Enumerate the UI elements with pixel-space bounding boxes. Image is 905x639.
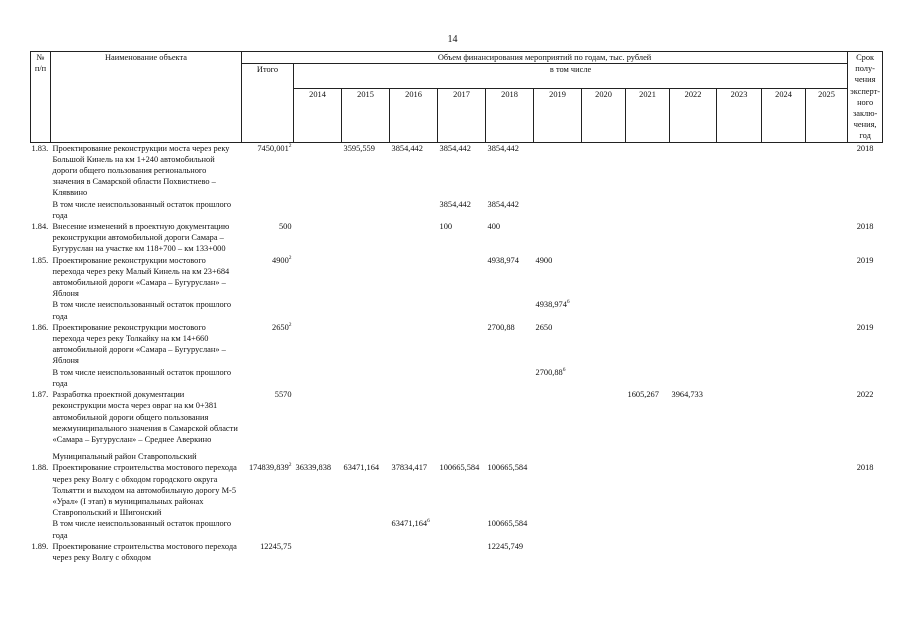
- year-value-2021: [626, 541, 670, 563]
- year-value-2024: [762, 221, 806, 255]
- header-year: 2022: [670, 88, 717, 142]
- footnote-mark: 2: [288, 462, 292, 469]
- year-value-2016: [390, 221, 438, 255]
- year-value-2014: [294, 199, 342, 221]
- year-value-2014: [294, 142, 342, 199]
- year-value-2018-text: 2700,88: [487, 322, 515, 332]
- year-value-2018-text: 3854,442: [487, 199, 519, 209]
- year-value-2022: [670, 541, 717, 563]
- year-value-2017: [438, 451, 486, 462]
- year-value-2024: [762, 541, 806, 563]
- header-year: 2016: [390, 88, 438, 142]
- year-value-2022: [670, 518, 717, 540]
- table-body: [31, 142, 883, 563]
- year-value-2020: [582, 255, 626, 300]
- row-number: [31, 299, 51, 321]
- total-value: [242, 255, 294, 300]
- table-row: [31, 541, 883, 563]
- object-name: [51, 299, 242, 321]
- object-name-text: Внесение изменений в проектную документацию реконструкции автомобильной дороги Самара – Бугуруслан на участке км 118+700 – км 133+000: [52, 222, 230, 254]
- term-year-text: 2018: [856, 143, 874, 153]
- object-name-text: В том числе неиспользованный остаток прошлого года: [52, 199, 232, 220]
- year-value-2019-text: 2650: [535, 322, 553, 332]
- row-number: [31, 462, 51, 518]
- year-value-2018: [486, 299, 534, 321]
- year-value-2023: [717, 322, 762, 367]
- year-value-2017-text: 100665,584: [439, 463, 480, 473]
- term-year: [848, 451, 883, 462]
- year-value-2019: [534, 389, 582, 445]
- year-value-2018: [486, 367, 534, 389]
- year-value-2022: [670, 451, 717, 462]
- header-total: Итого: [242, 64, 294, 142]
- year-value-2014: [294, 541, 342, 563]
- year-value-2025: [806, 451, 848, 462]
- year-value-2016: [390, 518, 438, 540]
- header-year: 2021: [626, 88, 670, 142]
- year-value-2017: [438, 322, 486, 367]
- object-name-text: Проектирование строительства мостового перехода через реку Волгу с обходом: [52, 541, 237, 562]
- row-number: [31, 322, 51, 367]
- year-value-2022: [670, 142, 717, 199]
- year-value-2019: [534, 221, 582, 255]
- total-value: [242, 142, 294, 199]
- row-number: [31, 518, 51, 540]
- row-number: [31, 221, 51, 255]
- year-value-2020: [582, 299, 626, 321]
- object-name-text: Разработка проектной документации реконструкции моста через овраг на км 0+381 автомобильной дороги общего пользования межмуниципального значения в Самарской области «Самара – Бугуруслан» – Среднее Аверкино: [52, 390, 238, 444]
- row-number: [31, 367, 51, 389]
- year-value-2014: [294, 518, 342, 540]
- total-value: [242, 389, 294, 445]
- page-number: 14: [447, 34, 458, 45]
- row-number-text: 1.86.: [31, 322, 49, 332]
- year-value-2018: [486, 518, 534, 540]
- total-value: [242, 541, 294, 563]
- table-row: [31, 322, 883, 367]
- row-number: [31, 389, 51, 445]
- year-value-2023: [717, 142, 762, 199]
- year-value-2016: [390, 322, 438, 367]
- year-value-2020: [582, 221, 626, 255]
- year-value-2019: [534, 367, 582, 389]
- year-value-2024: [762, 462, 806, 518]
- year-value-2025: [806, 255, 848, 300]
- year-value-2022: [670, 299, 717, 321]
- year-value-2016-text: 3854,442: [391, 143, 423, 153]
- year-value-2024: [762, 518, 806, 540]
- footnote-mark: 6: [562, 366, 566, 373]
- year-value-2019: [534, 142, 582, 199]
- year-value-2018: [486, 462, 534, 518]
- total-value: [242, 322, 294, 367]
- object-name-text: Проектирование реконструкции мостового перехода через реку Малый Кинель на км 23+684 автомобильной дороги «Самара – Бугуруслан» – Яблоня: [52, 255, 230, 299]
- object-name: [51, 389, 242, 445]
- year-value-2025: [806, 199, 848, 221]
- year-value-2018: [486, 221, 534, 255]
- year-value-2021: [626, 199, 670, 221]
- object-name: [51, 541, 242, 563]
- term-year: [848, 255, 883, 300]
- year-value-2014: [294, 367, 342, 389]
- year-value-2022: [670, 221, 717, 255]
- object-name-text: Проектирование реконструкции моста через реку Большой Кинель на км 1+240 автомобильной дороги общего пользования регионального значения в Самарской области Похвистнево – Кляввино: [52, 143, 230, 198]
- total-value-text: 174839,839: [248, 463, 289, 473]
- table-row: [31, 518, 883, 540]
- year-value-2020: [582, 142, 626, 199]
- year-value-2017: [438, 199, 486, 221]
- total-value-text: 2650: [272, 322, 289, 332]
- year-value-2018-text: 12245,749: [487, 541, 524, 551]
- year-value-2016: [390, 199, 438, 221]
- term-year: [848, 389, 883, 445]
- total-value-text: 500: [278, 222, 292, 232]
- year-value-2014: [294, 451, 342, 462]
- year-value-2014: [294, 299, 342, 321]
- term-year-text: 2018: [856, 463, 874, 473]
- header-funding: Объем финансирования мероприятий по годам, тыс. рублей: [242, 52, 848, 64]
- year-value-2018: [486, 389, 534, 445]
- total-value: [242, 367, 294, 389]
- year-value-2017: [438, 518, 486, 540]
- year-value-2020: [582, 451, 626, 462]
- term-year: [848, 199, 883, 221]
- year-value-2023: [717, 541, 762, 563]
- row-number-text: 1.89.: [31, 541, 49, 551]
- row-number-text: 1.85.: [31, 255, 49, 265]
- year-value-2023: [717, 367, 762, 389]
- year-value-2025: [806, 367, 848, 389]
- year-value-2018-text: 100665,584: [487, 519, 528, 529]
- header-including: в том числе: [294, 64, 848, 88]
- object-name: [51, 221, 242, 255]
- year-value-2017-text: 3854,442: [439, 143, 471, 153]
- year-value-2014: [294, 221, 342, 255]
- year-value-2016: [390, 299, 438, 321]
- term-year: [848, 221, 883, 255]
- header-name: Наименование объекта: [51, 52, 242, 143]
- year-value-2025: [806, 518, 848, 540]
- year-value-2023: [717, 255, 762, 300]
- year-value-2020: [582, 462, 626, 518]
- year-value-2019-text: 2700,88: [535, 367, 563, 377]
- total-value: [242, 299, 294, 321]
- header-year: 2014: [294, 88, 342, 142]
- year-value-2025: [806, 299, 848, 321]
- year-value-2020: [582, 541, 626, 563]
- object-name: [51, 367, 242, 389]
- year-value-2019: [534, 518, 582, 540]
- year-value-2024: [762, 451, 806, 462]
- year-value-2024: [762, 389, 806, 445]
- year-value-2019: [534, 199, 582, 221]
- header-year: 2017: [438, 88, 486, 142]
- term-year-text: 2018: [856, 222, 874, 232]
- row-number-text: 1.84.: [31, 222, 49, 232]
- year-value-2015: [342, 541, 390, 563]
- year-value-2016: [390, 142, 438, 199]
- year-value-2025: [806, 541, 848, 563]
- year-value-2021: [626, 142, 670, 199]
- term-year-text: 2019: [856, 322, 874, 332]
- table-row: [31, 221, 883, 255]
- year-value-2018: [486, 322, 534, 367]
- year-value-2017-text: 3854,442: [439, 199, 471, 209]
- year-value-2022: [670, 462, 717, 518]
- year-value-2014: [294, 322, 342, 367]
- row-number: [31, 541, 51, 563]
- row-number: [31, 451, 51, 462]
- year-value-2025: [806, 322, 848, 367]
- footnote-mark: 6: [427, 518, 430, 525]
- row-number: [31, 142, 51, 199]
- footnote-mark: 2: [288, 254, 292, 261]
- year-value-2022: [670, 322, 717, 367]
- term-year: [848, 142, 883, 199]
- header-year: 2015: [342, 88, 390, 142]
- year-value-2017: [438, 462, 486, 518]
- year-value-2015: [342, 451, 390, 462]
- year-value-2017: [438, 142, 486, 199]
- header-year: 2025: [806, 88, 848, 142]
- table-row: [31, 142, 883, 199]
- year-value-2018: [486, 255, 534, 300]
- year-value-2023: [717, 389, 762, 445]
- total-value: [242, 462, 294, 518]
- term-year-text: 2022: [856, 390, 874, 400]
- year-value-2019-text: 4900: [535, 255, 553, 265]
- total-value: [242, 518, 294, 540]
- year-value-2016: [390, 462, 438, 518]
- year-value-2016-text: 63471,164: [391, 519, 428, 529]
- total-value-text: 7450,001: [257, 143, 289, 153]
- term-year: [848, 299, 883, 321]
- year-value-2020: [582, 322, 626, 367]
- year-value-2024: [762, 199, 806, 221]
- term-year: [848, 541, 883, 563]
- term-year: [848, 367, 883, 389]
- year-value-2017: [438, 299, 486, 321]
- row-number: [31, 255, 51, 300]
- year-value-2025: [806, 389, 848, 445]
- year-value-2017: [438, 221, 486, 255]
- table-row: [31, 299, 883, 321]
- year-value-2015: [342, 518, 390, 540]
- section-row: [31, 451, 883, 462]
- header-year: 2019: [534, 88, 582, 142]
- year-value-2014-text: 36339,838: [295, 463, 332, 473]
- object-name: [51, 518, 242, 540]
- year-value-2016: [390, 367, 438, 389]
- year-value-2020: [582, 367, 626, 389]
- footnote-mark: 6: [566, 299, 570, 306]
- year-value-2022-text: 3964,733: [671, 390, 703, 400]
- year-value-2017: [438, 389, 486, 445]
- header-year: 2023: [717, 88, 762, 142]
- year-value-2015: [342, 322, 390, 367]
- object-name: [51, 322, 242, 367]
- object-name: [51, 142, 242, 199]
- year-value-2016: [390, 541, 438, 563]
- year-value-2019: [534, 451, 582, 462]
- year-value-2022: [670, 367, 717, 389]
- year-value-2023: [717, 462, 762, 518]
- header-no: № п/п: [31, 52, 51, 143]
- year-value-2021: [626, 462, 670, 518]
- year-value-2019-text: 4938,974: [535, 300, 567, 310]
- year-value-2021-text: 1605,267: [627, 390, 659, 400]
- year-value-2017: [438, 367, 486, 389]
- year-value-2018: [486, 142, 534, 199]
- year-value-2018-text: 400: [487, 222, 501, 232]
- year-value-2019: [534, 462, 582, 518]
- year-value-2025: [806, 142, 848, 199]
- year-value-2019: [534, 255, 582, 300]
- object-name-text: В том числе неиспользованный остаток прошлого года: [52, 300, 232, 321]
- year-value-2023: [717, 451, 762, 462]
- year-value-2020: [582, 518, 626, 540]
- year-value-2018: [486, 199, 534, 221]
- row-number: [31, 199, 51, 221]
- header-year: 2020: [582, 88, 626, 142]
- object-name-text: В том числе неиспользованный остаток прошлого года: [52, 367, 232, 388]
- year-value-2019: [534, 299, 582, 321]
- year-value-2021: [626, 322, 670, 367]
- table-row: [31, 389, 883, 445]
- year-value-2018: [486, 541, 534, 563]
- year-value-2015: [342, 142, 390, 199]
- year-value-2021: [626, 518, 670, 540]
- term-year: [848, 322, 883, 367]
- year-value-2018-text: 3854,442: [487, 143, 519, 153]
- object-name: [51, 451, 242, 462]
- year-value-2019: [534, 322, 582, 367]
- year-value-2015: [342, 367, 390, 389]
- year-value-2024: [762, 367, 806, 389]
- header-term: Срок полу-чения эксперт-ного заклю-чения, год: [848, 52, 883, 143]
- term-year: [848, 462, 883, 518]
- total-value-text: 12245,75: [260, 541, 292, 551]
- year-value-2022: [670, 199, 717, 221]
- financing-table: [30, 51, 883, 563]
- year-value-2022: [670, 389, 717, 445]
- object-name: [51, 199, 242, 221]
- row-number-text: 1.88.: [31, 463, 49, 473]
- year-value-2024: [762, 322, 806, 367]
- year-value-2020: [582, 389, 626, 445]
- year-value-2015-text: 63471,164: [343, 463, 380, 473]
- table-row: [31, 367, 883, 389]
- term-year-text: 2019: [856, 255, 874, 265]
- year-value-2017-text: 100: [439, 222, 453, 232]
- year-value-2016-text: 37834,417: [391, 463, 428, 473]
- year-value-2025: [806, 221, 848, 255]
- year-value-2024: [762, 142, 806, 199]
- year-value-2016: [390, 451, 438, 462]
- table-row: [31, 199, 883, 221]
- year-value-2021: [626, 299, 670, 321]
- year-value-2019: [534, 541, 582, 563]
- year-value-2023: [717, 199, 762, 221]
- year-value-2024: [762, 255, 806, 300]
- footnote-mark: 2: [288, 322, 292, 329]
- year-value-2023: [717, 221, 762, 255]
- header-year: 2024: [762, 88, 806, 142]
- object-name-text: Проектирование реконструкции мостового перехода через реку Толкайку на км 14+660 автомобильной дороги «Самара – Бугуруслан» – Яблоня: [52, 322, 226, 366]
- year-value-2015: [342, 462, 390, 518]
- year-value-2018: [486, 451, 534, 462]
- term-year: [848, 518, 883, 540]
- year-value-2017: [438, 541, 486, 563]
- total-value-text: 4900: [272, 255, 289, 265]
- total-value: [242, 221, 294, 255]
- year-value-2015: [342, 221, 390, 255]
- year-value-2015: [342, 255, 390, 300]
- year-value-2020: [582, 199, 626, 221]
- year-value-2025: [806, 462, 848, 518]
- year-value-2016: [390, 389, 438, 445]
- year-value-2024: [762, 299, 806, 321]
- year-value-2016: [390, 255, 438, 300]
- total-value-text: 5570: [274, 390, 292, 400]
- object-name: [51, 255, 242, 300]
- year-value-2015-text: 3595,559: [343, 143, 375, 153]
- object-name-text: Проектирование строительства мостового перехода через реку Волгу с обходом городского округа Тольятти и выходом на автомобильную дорогу М-5 «Урал» (I этап) в муниципальных районах Ставропольский и Шигонский: [52, 463, 237, 518]
- year-value-2021: [626, 221, 670, 255]
- year-value-2021: [626, 451, 670, 462]
- table-row: [31, 255, 883, 300]
- year-value-2021: [626, 367, 670, 389]
- year-value-2017: [438, 255, 486, 300]
- year-value-2018-text: 100665,584: [487, 463, 528, 473]
- year-value-2014: [294, 255, 342, 300]
- year-value-2023: [717, 518, 762, 540]
- year-value-2015: [342, 199, 390, 221]
- year-value-2021: [626, 255, 670, 300]
- row-number-text: 1.87.: [31, 390, 49, 400]
- total-value: [242, 199, 294, 221]
- object-name: [51, 462, 242, 518]
- header-year: 2018: [486, 88, 534, 142]
- object-name-text: В том числе неиспользованный остаток прошлого года: [52, 519, 232, 540]
- table-row: [31, 462, 883, 518]
- year-value-2015: [342, 299, 390, 321]
- row-number-text: 1.83.: [31, 143, 49, 153]
- footnote-mark: 2: [288, 142, 292, 149]
- year-value-2018-text: 4938,974: [487, 255, 519, 265]
- year-value-2014: [294, 462, 342, 518]
- year-value-2015: [342, 389, 390, 445]
- object-name-text: Муниципальный район Ставропольский: [52, 452, 197, 462]
- year-value-2023: [717, 299, 762, 321]
- year-value-2022: [670, 255, 717, 300]
- year-value-2021: [626, 389, 670, 445]
- total-value: [242, 451, 294, 462]
- year-value-2014: [294, 389, 342, 445]
